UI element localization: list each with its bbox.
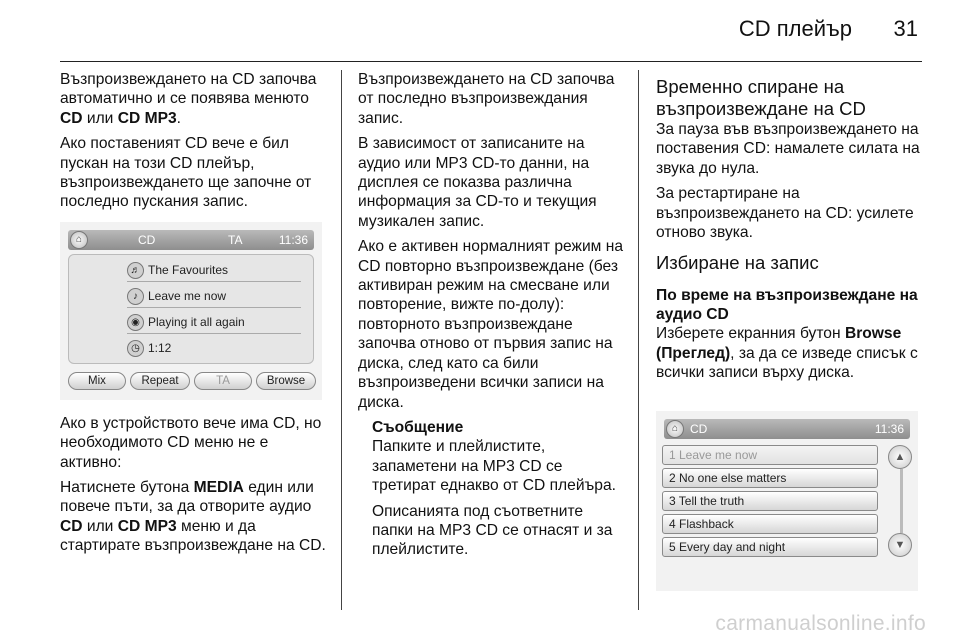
- column-divider-1: [341, 70, 342, 610]
- artist-row: ♬ The Favourites: [127, 261, 228, 280]
- clock-icon: ◷: [127, 340, 144, 357]
- paragraph: Изберете екранния бутон Browse (Преглед), за да се изведе списък с всички записи върху диска.: [656, 325, 918, 382]
- screen-source-label: CD: [690, 421, 708, 436]
- home-icon: ⌂: [70, 231, 88, 249]
- chevron-up-icon[interactable]: ▲: [888, 445, 912, 469]
- column-2: [358, 70, 628, 566]
- note-title: Съобщение: [372, 418, 464, 436]
- paragraph: Възпроизвеждането на CD започва от последно възпроизвеждания запис.: [358, 71, 615, 127]
- track-list-item[interactable]: 2 No one else matters: [662, 468, 878, 488]
- paragraph: Натиснете бутона MEDIA един или повече пъти, за да отворите аудио CD или CD MP3 меню и да стартирате възпроизвеждане на CD.: [60, 479, 326, 555]
- album-row: ◉ Playing it all again: [127, 313, 245, 332]
- paragraph: Ако в устройството вече има CD, но необходимото CD меню не е активно:: [60, 414, 322, 471]
- time-row: ◷ 1:12: [127, 339, 171, 358]
- home-icon: ⌂: [666, 420, 684, 438]
- page-header: [0, 0, 960, 62]
- screen-ta-label: TA: [228, 232, 243, 247]
- paragraph: За рестартиране на възпроизвеждането на CD: усилете отново звука.: [656, 185, 914, 242]
- column-1: [60, 70, 328, 562]
- page-title: CD плейър: [738, 16, 852, 41]
- screen-clock: 11:36: [278, 232, 308, 247]
- repeat-button[interactable]: Repeat: [130, 372, 190, 390]
- column-divider-2: [638, 70, 639, 610]
- page-number: 31: [893, 16, 918, 41]
- paragraph: Ако е активен нормалният режим на CD повторно възпроизвеждане (без активиран режим на смесване или повторение, вижте по-долу): повторното възпроизвеждане започва отново от първия запис на диска, след като са били възпроизведени всички записи на диска.: [358, 238, 623, 411]
- screen-topbar: [68, 230, 314, 250]
- section-heading: Временно спиране на възпроизвеждане на CD: [656, 76, 866, 119]
- header-rule: [60, 61, 922, 62]
- headphones-icon: ♬: [127, 262, 144, 279]
- track-list-item[interactable]: 3 Tell the truth: [662, 491, 878, 511]
- note-paragraph: Папките и плейлистите, запаметени на MP3 CD се третират еднакво от CD плейъра.: [372, 438, 616, 495]
- paragraph: В зависимост от записаните на аудио или MP3 CD-то данни, на дисплея се показва различна информация за CD-то и текущия музикален запис.: [358, 135, 597, 230]
- mix-button[interactable]: Mix: [68, 372, 126, 390]
- track-list-item[interactable]: 1 Leave me now: [662, 445, 878, 465]
- screen-clock: 11:36: [874, 421, 904, 436]
- watermark: carmanualsonline.info: [715, 612, 926, 635]
- cd-icon: ◉: [127, 314, 144, 331]
- title-row: ♪ Leave me now: [127, 287, 226, 306]
- chevron-down-icon[interactable]: ▼: [888, 533, 912, 557]
- paragraph: За пауза във възпроизвеждането на поставения CD: намалете силата на звука до нула.: [656, 121, 920, 177]
- paragraph: Ако поставеният CD вече е бил пускан на този CD плейър, възпроизвеждането ще започне от последно пускания запис.: [60, 135, 312, 211]
- section-heading: Избиране на запис: [656, 252, 819, 274]
- track-list-item[interactable]: 5 Every day and night: [662, 537, 878, 557]
- subsection-heading: По време на възпроизвеждане на аудио CD: [656, 287, 918, 324]
- note-paragraph: Описанията под съответните папки на MP3 CD се отнасят и за плейлистите.: [372, 502, 613, 559]
- browse-button[interactable]: Browse: [256, 372, 316, 390]
- track-info-panel: [68, 254, 314, 364]
- browse-screen-screenshot: [656, 411, 918, 591]
- ta-button[interactable]: TA: [194, 372, 252, 390]
- scrollbar-track[interactable]: [900, 469, 903, 533]
- track-list-item[interactable]: 4 Flashback: [662, 514, 878, 534]
- note-icon: ♪: [127, 288, 144, 305]
- paragraph: Възпроизвеждането на CD започва автоматично и се появява менюто CD или CD MP3.: [60, 71, 317, 127]
- column-3: [656, 76, 924, 591]
- screen-topbar: [664, 419, 910, 439]
- screen-source-label: CD: [138, 232, 156, 247]
- cd-screen-screenshot: [60, 222, 322, 400]
